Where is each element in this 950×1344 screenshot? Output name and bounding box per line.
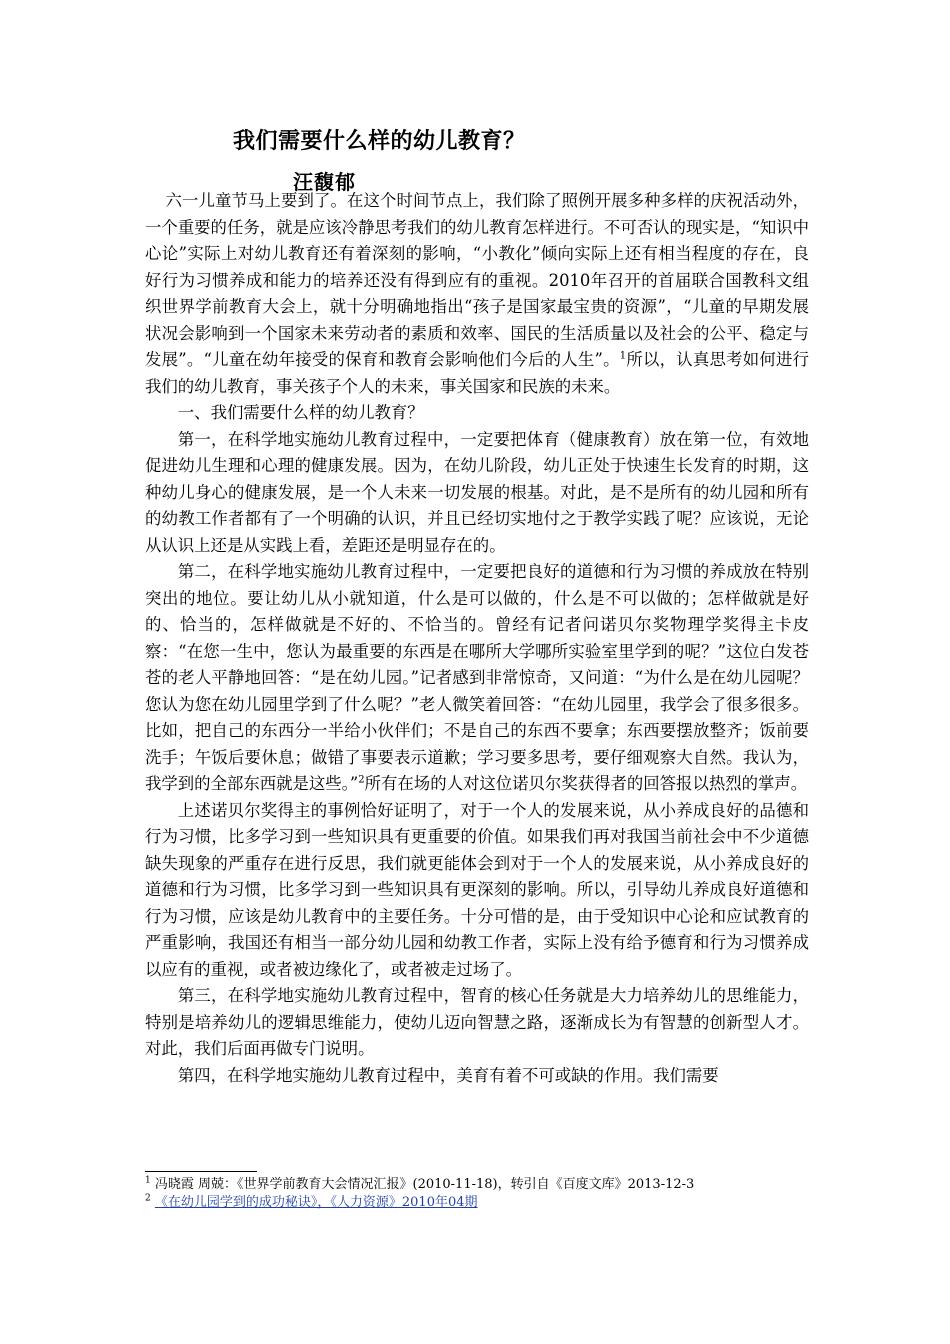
document-author: 汪馥郁 bbox=[293, 170, 356, 194]
section-heading-text: 一、我们需要什么样的幼儿教育？ bbox=[177, 403, 424, 422]
paragraph bbox=[145, 559, 809, 798]
footnote-text: 冯晓霞 周兢：《世界学前教育大会情况汇报》(2010-11-18)，转引自《百度文库》2013-12-3 bbox=[154, 1177, 695, 1192]
paragraph-text: 第二，在科学地实施幼儿教育过程中，一定要把良好的道德和行为习惯的养成放在特别突出的地位。要让幼儿从小就知道，什么是可以做的，什么是不可以做的；怎样做就是好的、恰当的，怎样做就是不好的、不恰当的。曾经有记者问诺贝尔奖物理学奖得主卡皮察：“在您一生中，您认为最重要的东西是在哪所大学哪所实验室里学到的呢？”这位白发苍苍的老人平静地回答：“是在幼儿园。”记者感到非常惊奇，又问道：“为什么是在幼儿园呢？您认为您在幼儿园里学到了什么呢？”老人微笑着回答：“在幼儿园里，我学会了很多很多。比如，把自己的东西分一半给小伙伴们；不是自己的东西不要拿；东西要摆放整齐；饭前要洗手；午饭后要休息；做错了事要表示道歉；学习要多思考，要仔细观察大自然。我认为，我学到的全部东西就是这些。” bbox=[145, 562, 809, 793]
paragraph bbox=[145, 1063, 809, 1090]
paragraph bbox=[145, 427, 809, 560]
footnote-separator bbox=[145, 1171, 257, 1172]
paragraph bbox=[145, 188, 809, 400]
paragraph bbox=[145, 983, 809, 1063]
paragraph-text: 第四，在科学地实施幼儿教育过程中，美育有着不可或缺的作用。我们需要 bbox=[177, 1065, 719, 1085]
paragraph bbox=[145, 798, 809, 984]
footnote-mark: 2 bbox=[145, 1193, 151, 1204]
paragraph-text: 第一，在科学地实施幼儿教育过程中，一定要把体育（健康教育）放在第一位，有效地促进幼儿生理和心理的健康发展。因为，在幼儿阶段，幼儿正处于快速生长发育的时期，这种幼儿身心的健康发展，是一个人未来一切发展的根基。对此，是不是所有的幼儿园和所有的幼教工作者都有了一个明确的认识，并且已经切实地付之于教学实践了呢？应该说，无论从认识上还是从实践上看，差距还是明显存在的。 bbox=[145, 429, 809, 555]
footnote-link[interactable]: 《在幼儿园学到的成功秘诀》，《人力资源》2010年04期 bbox=[154, 1195, 478, 1210]
footnote-ref-2[interactable]: 2 bbox=[358, 774, 365, 786]
document-title: 我们需要什么样的幼儿教育？ bbox=[233, 129, 526, 154]
footnotes bbox=[145, 1176, 835, 1212]
paragraph-text-continued: 所有在场的人对这位诺贝尔奖获得者的回答报以热烈的掌声。 bbox=[364, 774, 808, 793]
paragraph-text: 上述诺贝尔奖得主的事例恰好证明了，对于一个人的发展来说，从小养成良好的品德和行为习惯，比多学习到一些知识具有更重要的价值。如果我们再对我国当前社会中不少道德缺失现象的严重存在进行反思，我们就更能体会到对于一个人的发展来说，从小养成良好的道德和行为习惯，比多学习到一些知识具有更深刻的影响。所以，引导幼儿养成良好道德和行为习惯，应该是幼儿教育中的主要任务。十分可惜的是，由于受知识中心论和应试教育的严重影响，我国还有相当一部分幼儿园和幼教工作者，实际上没有给予德育和行为习惯养成以应有的重视，或者被边缘化了，或者被走过场了。 bbox=[145, 800, 809, 979]
paragraph-text-continued: 所以，认真思考如何进行我们的幼儿教育，事关孩子个人的未来，事关国家和民族的未来。 bbox=[145, 350, 810, 396]
section-heading bbox=[145, 400, 809, 427]
paragraph-text: 第三，在科学地实施幼儿教育过程中，智育的核心任务就是大力培养幼儿的思维能力，特别是培养幼儿的逻辑思维能力，使幼儿迈向智慧之路，逐渐成长为有智慧的创新型人才。对此，我们后面再做专门说明。 bbox=[145, 986, 809, 1058]
footnote-ref-1[interactable]: 1 bbox=[619, 350, 627, 362]
footnote-1 bbox=[145, 1176, 835, 1194]
document-body bbox=[145, 188, 809, 1089]
footnote-mark: 1 bbox=[145, 1175, 151, 1186]
footnote-2 bbox=[145, 1194, 835, 1212]
paragraph-text: 六一儿童节马上要到了。在这个时间节点上，我们除了照例开展多种多样的庆祝活动外，一个重要的任务，就是应该冷静思考我们的幼儿教育怎样进行。不可否认的现实是，“知识中心论”实际上对幼儿教育还有着深刻的影响，“小教化”倾向实际上还有相当程度的存在，良好行为习惯养成和能力的培养还没有得到应有的重视。2010年召开的首届联合国教科文组织世界学前教育大会上，就十分明确地指出“孩子是国家最宝贵的资源”，“儿童的早期发展状况会影响到一个国家未来劳动者的素质和效率、国民的生活质量以及社会的公平、稳定与发展”。“儿童在幼年接受的保育和教育会影响他们今后的人生”。 bbox=[145, 191, 810, 369]
